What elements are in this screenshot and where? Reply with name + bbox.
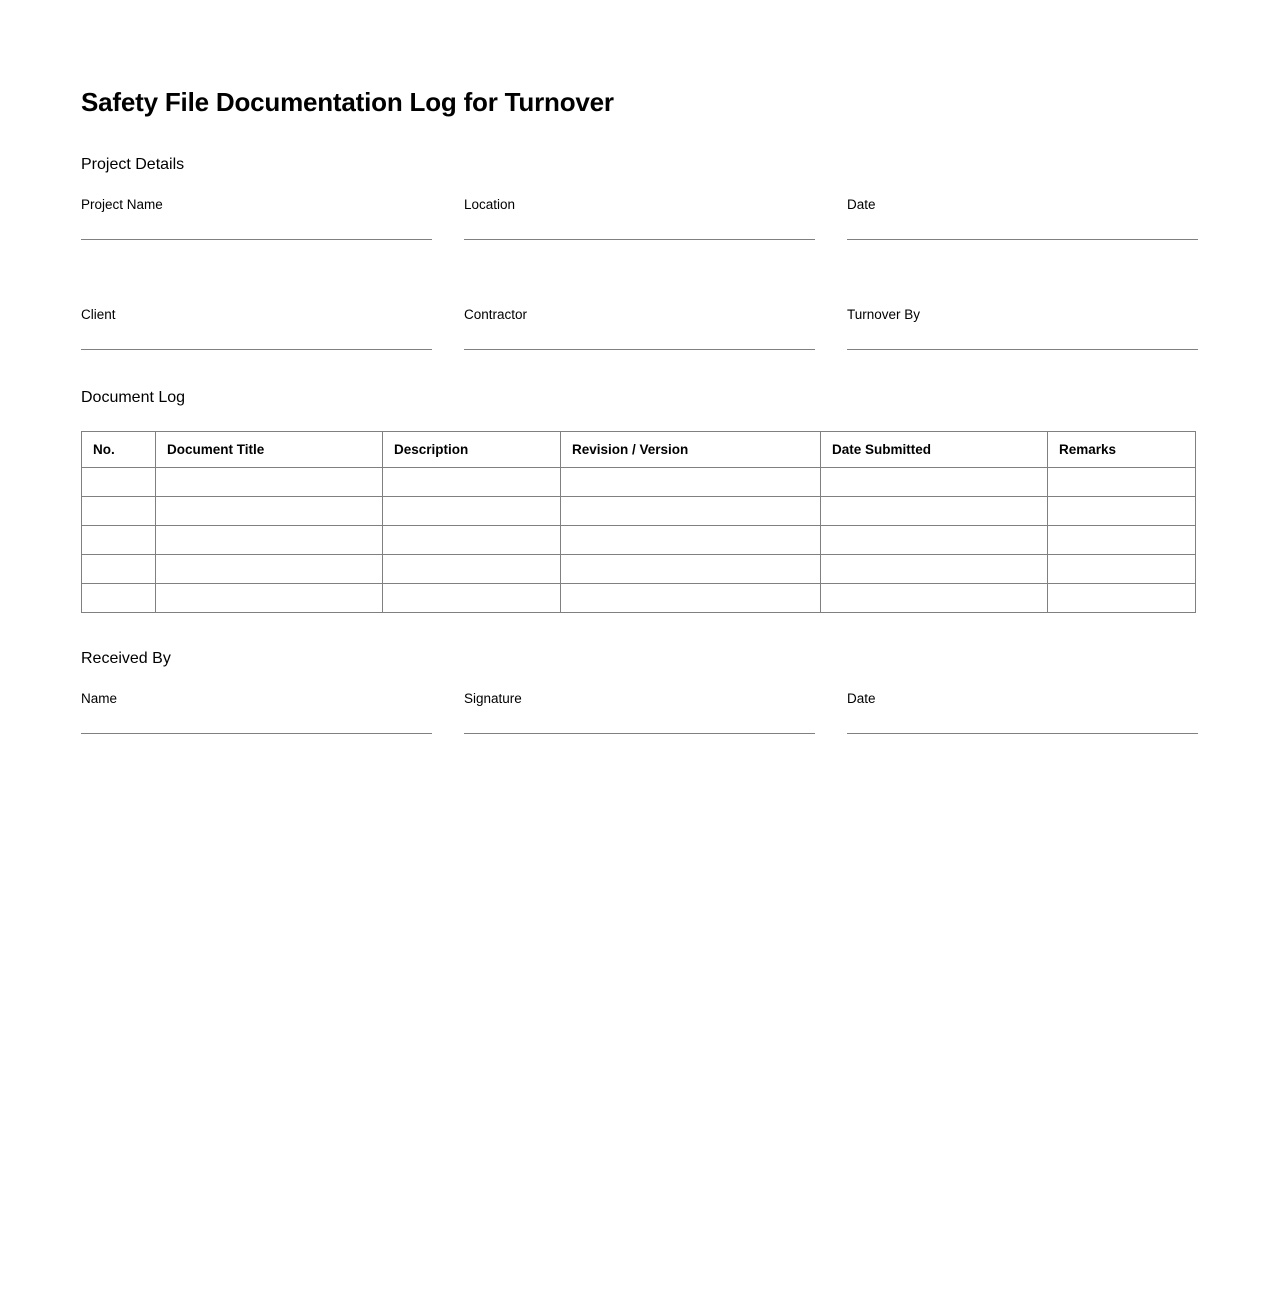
table-cell-no[interactable]: [82, 525, 156, 554]
table-cell-description[interactable]: [383, 525, 561, 554]
table-cell-date-submitted[interactable]: [821, 496, 1048, 525]
table-cell-remarks[interactable]: [1048, 583, 1196, 612]
field-input-project-name[interactable]: [81, 239, 432, 240]
table-cell-description[interactable]: [383, 496, 561, 525]
table-column-header-date-submitted: Date Submitted: [821, 431, 1048, 467]
table-cell-document-title[interactable]: [156, 525, 383, 554]
field-received-signature: [464, 691, 815, 734]
field-label-project-name: Project Name: [81, 197, 163, 213]
table-column-header-revision-version: Revision / Version: [561, 431, 821, 467]
table-row[interactable]: [82, 496, 1196, 525]
project-details-fields-row-2: [81, 307, 1197, 350]
field-input-contractor[interactable]: [464, 349, 815, 350]
field-received-date: [847, 691, 1198, 734]
table-cell-remarks[interactable]: [1048, 554, 1196, 583]
row-gap: [81, 240, 1197, 285]
field-input-client[interactable]: [81, 349, 432, 350]
field-input-received-date[interactable]: [847, 733, 1198, 734]
field-label-client: Client: [81, 307, 116, 323]
field-location: [464, 197, 815, 240]
section-heading-project-details: Project Details: [81, 155, 185, 173]
field-label-received-date: Date: [847, 690, 876, 706]
project-details-fields-row-1: [81, 197, 1197, 240]
column-spacer: [432, 307, 464, 350]
received-by-fields-row: [81, 691, 1197, 734]
table-cell-document-title[interactable]: [156, 496, 383, 525]
table-cell-remarks[interactable]: [1048, 496, 1196, 525]
field-input-location[interactable]: [464, 239, 815, 240]
table-cell-document-title[interactable]: [156, 554, 383, 583]
table-cell-date-submitted[interactable]: [821, 467, 1048, 496]
table-cell-description[interactable]: [383, 467, 561, 496]
table-row[interactable]: [82, 525, 1196, 554]
column-spacer: [815, 307, 847, 350]
table-row[interactable]: [82, 467, 1196, 496]
table-cell-description[interactable]: [383, 583, 561, 612]
field-input-received-name[interactable]: [81, 733, 432, 734]
table-cell-document-title[interactable]: [156, 467, 383, 496]
table-column-header-description: Description: [383, 431, 561, 467]
field-received-name: [81, 691, 432, 734]
field-client: [81, 307, 432, 350]
section-heading-received-by: Received By: [81, 649, 171, 667]
field-label-date: Date: [847, 197, 876, 213]
column-spacer: [815, 691, 847, 734]
field-turnover-by: [847, 307, 1198, 350]
table-cell-revision-version[interactable]: [561, 467, 821, 496]
table-cell-no[interactable]: [82, 467, 156, 496]
table-cell-no[interactable]: [82, 583, 156, 612]
table-column-header-remarks: Remarks: [1048, 431, 1196, 467]
table-cell-revision-version[interactable]: [561, 525, 821, 554]
column-spacer: [432, 691, 464, 734]
column-spacer: [432, 197, 464, 240]
table-row[interactable]: [82, 554, 1196, 583]
document-log-table: [81, 431, 1196, 613]
table-cell-no[interactable]: [82, 554, 156, 583]
field-label-received-name: Name: [81, 690, 118, 706]
section-heading-document-log: Document Log: [81, 389, 186, 407]
field-project-name: [81, 197, 432, 240]
field-label-contractor: Contractor: [464, 307, 528, 323]
table-column-header-no: No.: [82, 431, 156, 467]
table-cell-document-title[interactable]: [156, 583, 383, 612]
field-label-received-signature: Signature: [464, 690, 522, 706]
table-cell-remarks[interactable]: [1048, 525, 1196, 554]
document-log-table-body: [82, 467, 1196, 612]
column-spacer: [815, 197, 847, 240]
field-input-received-signature[interactable]: [464, 733, 815, 734]
field-label-location: Location: [464, 197, 516, 213]
field-input-turnover-by[interactable]: [847, 349, 1198, 350]
table-cell-date-submitted[interactable]: [821, 525, 1048, 554]
table-cell-revision-version[interactable]: [561, 583, 821, 612]
table-cell-no[interactable]: [82, 496, 156, 525]
field-input-date[interactable]: [847, 239, 1198, 240]
field-date: [847, 197, 1198, 240]
table-cell-revision-version[interactable]: [561, 554, 821, 583]
table-row[interactable]: [82, 583, 1196, 612]
table-cell-remarks[interactable]: [1048, 467, 1196, 496]
table-column-header-document-title: Document Title: [156, 431, 383, 467]
table-cell-date-submitted[interactable]: [821, 583, 1048, 612]
table-cell-date-submitted[interactable]: [821, 554, 1048, 583]
table-cell-revision-version[interactable]: [561, 496, 821, 525]
field-contractor: [464, 307, 815, 350]
table-cell-description[interactable]: [383, 554, 561, 583]
table-header-row: [82, 431, 1196, 467]
field-label-turnover-by: Turnover By: [847, 307, 921, 323]
page-title: Safety File Documentation Log for Turnover: [81, 87, 614, 117]
